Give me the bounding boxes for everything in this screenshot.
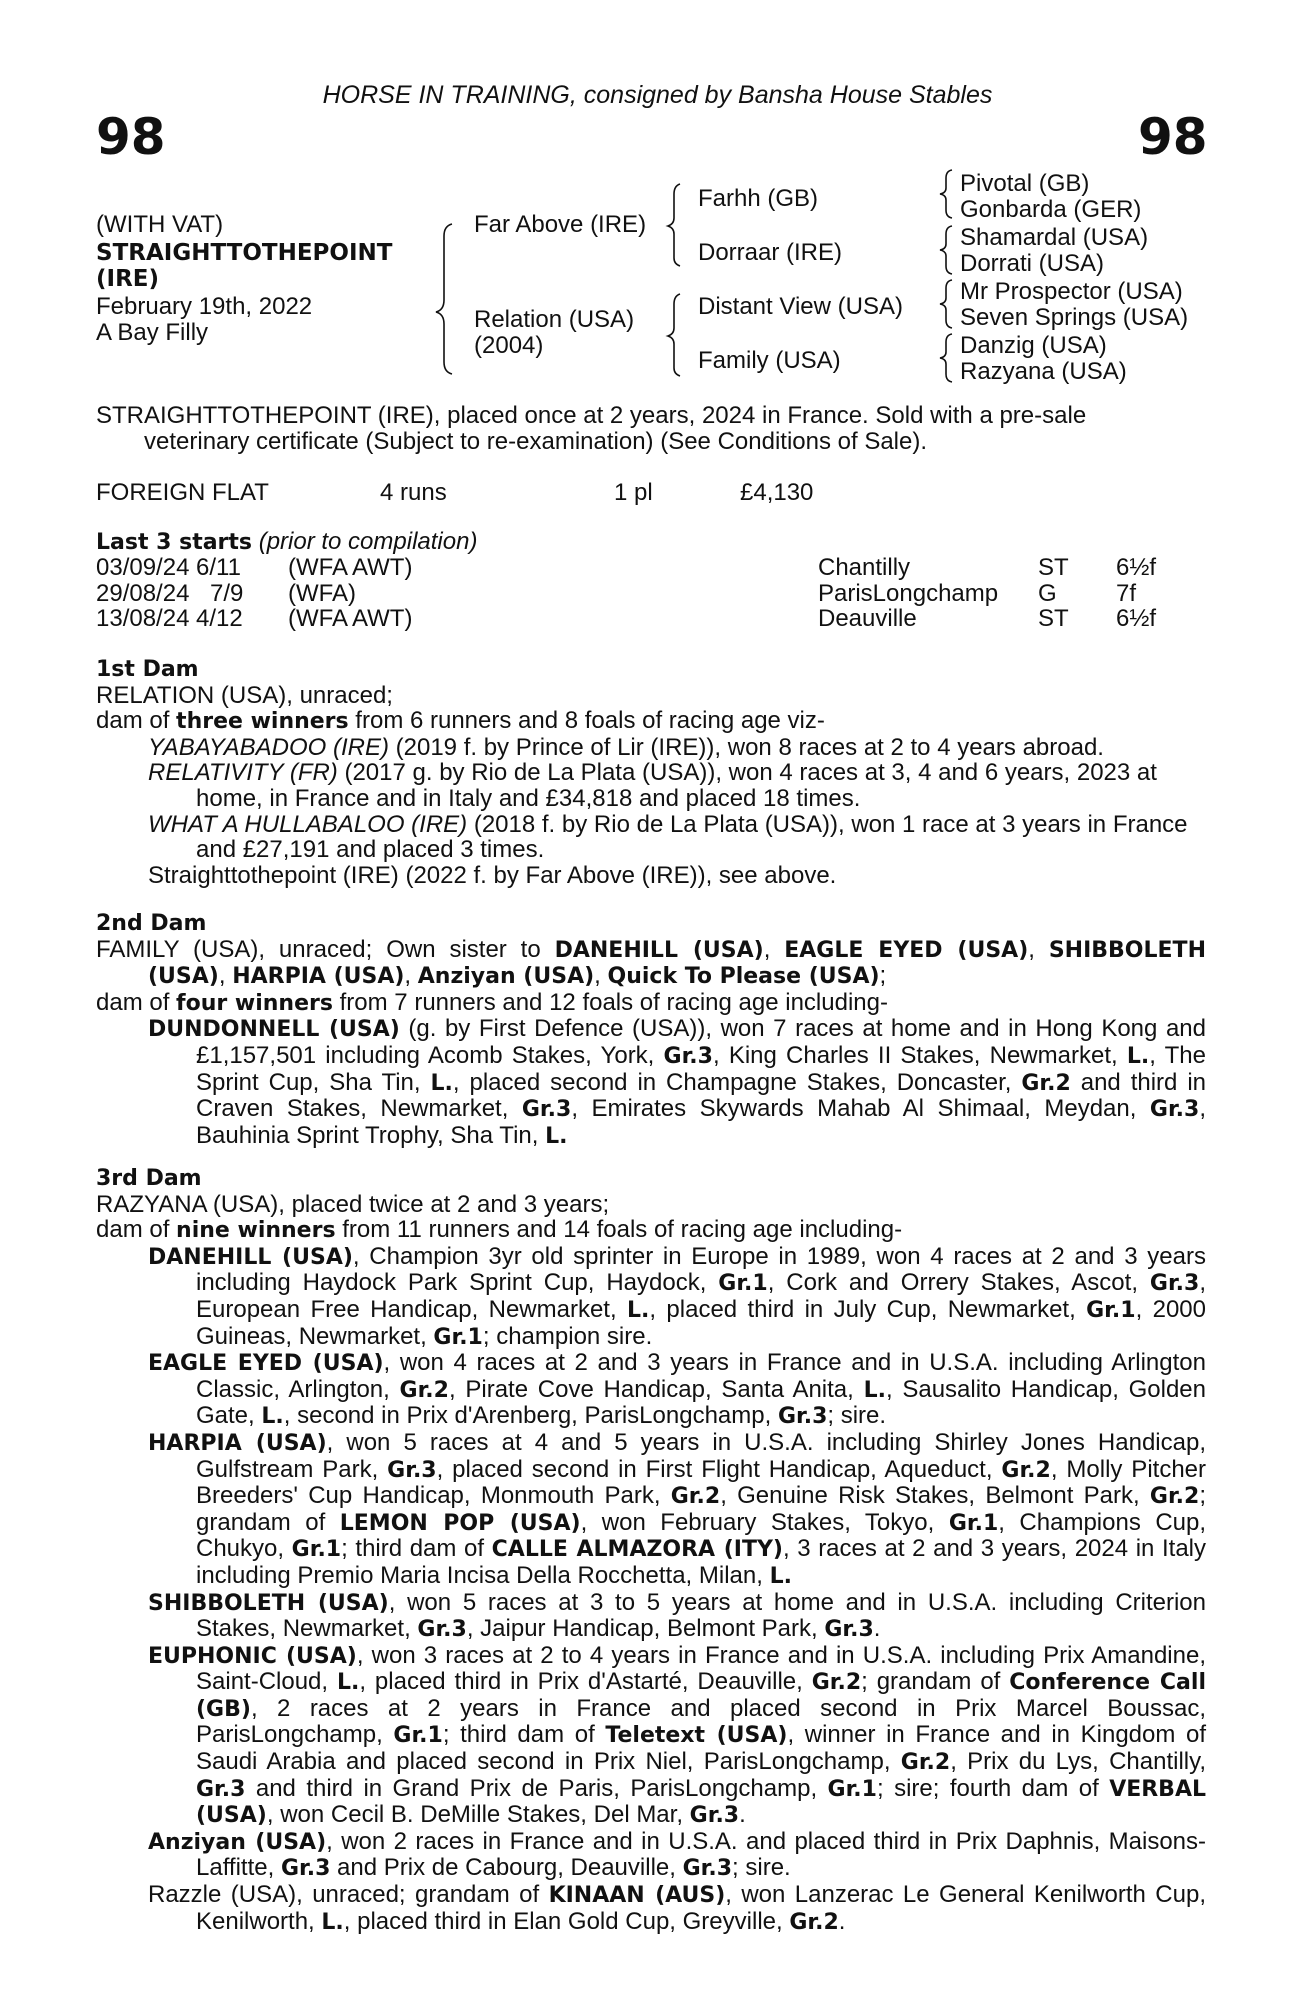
progeny-entry: EAGLE EYED (USA), won 4 races at 2 and 3 years in France and in U.S.A. including Arlington Classic, Arlington, Gr.2, Pirate Cove Handicap, Santa Anita, L., Sausalito Handicap, Golden Gate, L., second in Prix d'Arenberg, ParisLongchamp, Gr.3; sire. (148, 1349, 1206, 1430)
start-date: 03/09/24 (96, 554, 190, 581)
progeny-entry: YABAYABADOO (IRE) (2019 f. by Prince of Lir (IRE)), won 8 races at 2 to 4 years abroad. (148, 733, 1104, 761)
progeny-entry: WHAT A HULLABALOO (IRE) (2018 f. by Rio de La Plata (USA)), won 1 race at 3 years in France and £27,191 and placed 3 times. (148, 810, 1188, 864)
brace-g2 (940, 226, 952, 274)
progeny-entry: Straighttothepoint (IRE) (2022 f. by Far Above (IRE)), see above. (148, 861, 837, 889)
ancestor-8: Razyana (USA) (960, 358, 1127, 385)
ancestor-7: Danzig (USA) (960, 332, 1107, 359)
start-race: (WFA AWT) (288, 554, 413, 581)
start-pos: 4/12 (196, 605, 243, 633)
brace-g4 (940, 334, 952, 382)
start-date: 13/08/24 (96, 605, 190, 633)
ancestor-3: Shamardal (USA) (960, 224, 1149, 251)
second-dam-line: FAMILY (USA), unraced; Own sister to DANEHILL (USA), EAGLE EYED (USA), SHIBBOLETH (USA), HARPIA (USA), Anziyan (USA), Quick To Please (USA); (96, 935, 1206, 990)
start-race: (WFA) (288, 579, 356, 607)
record-earnings: £4,130 (740, 479, 814, 506)
ancestor-6: Seven Springs (USA) (960, 304, 1189, 331)
third-dam-title: 3rd Dam (96, 1166, 202, 1191)
start-going: ST (1038, 605, 1069, 633)
progeny-entry: DUNDONNELL (USA) (g. by First Defence (USA)), won 7 races at home and in Hong Kong and £1,157,501 including Acomb Stakes, York, Gr.3, King Charles II Stakes, Newmarket, L., The Sprint Cup, Sha Tin, L., placed second in Champagne Stakes, Doncaster, Gr.2 and third in Craven Stakes, Newmarket, Gr.3, Emirates Skywards Mahab Al Shimaal, Meydan, Gr.3, Bauhinia Sprint Trophy, Sha Tin, L. (148, 1015, 1207, 1149)
ancestor-2: Gonbarda (GER) (960, 196, 1142, 223)
record-runs: 4 runs (380, 479, 447, 506)
first-dam-title: 1st Dam (96, 657, 199, 682)
foaling-date: February 19th, 2022 (96, 293, 313, 320)
second-dam-title: 2nd Dam (96, 911, 207, 936)
start-course: Chantilly (818, 554, 911, 581)
last-starts-heading (96, 529, 477, 556)
dam-name: Relation (USA) (474, 306, 635, 333)
start-date: 29/08/24 (96, 579, 190, 607)
lot-number-right: 98 (1138, 108, 1208, 166)
start-pos: 6/11 (196, 554, 241, 581)
last-starts-title: Last 3 starts (96, 530, 253, 555)
start-going: ST (1038, 554, 1069, 581)
third-dam-section (96, 1166, 1206, 1935)
first-dam-section (96, 657, 1206, 888)
catalogue-header: HORSE IN TRAINING, consigned by Bansha House Stables (322, 81, 993, 109)
ancestor-5: Mr Prospector (USA) (960, 278, 1183, 305)
start-dist: 6½f (1116, 554, 1157, 581)
third-dam-produce: dam of nine winners from 11 runners and 14 foals of racing age including- (96, 1216, 903, 1244)
progeny-entry: DANEHILL (USA), Champion 3yr old sprinter in Europe in 1989, won 4 races at 2 and 3 years including Haydock Park Sprint Cup, Haydock, Gr.1, Cork and Orrery Stakes, Ascot, Gr.3, European Free Handicap, Newmarket, L., placed third in July Cup, Newmarket, Gr.1, 2000 Guineas, Newmarket, Gr.1; champion sire. (148, 1242, 1206, 1350)
third-dam-line: RAZYANA (USA), placed twice at 2 and 3 years; (96, 1190, 610, 1218)
horse-description: A Bay Filly (96, 319, 209, 346)
second-dam-section (96, 911, 1206, 1149)
brace-g3 (940, 280, 952, 328)
first-dam-produce: dam of three winners from 6 runners and 8 foals of racing age viz- (96, 707, 825, 735)
last-starts-note: (prior to compilation) (258, 528, 478, 555)
ancestor-4: Dorrati (USA) (960, 250, 1105, 277)
horse-name-suffix: (IRE) (96, 266, 160, 292)
summary-line-1: STRAIGHTTOTHEPOINT (IRE), placed once at 2 years, 2024 in France. Sold with a pre-sale (96, 402, 1087, 429)
sire-name: Far Above (IRE) (474, 211, 647, 238)
brace-dam (668, 294, 680, 376)
lot-number-left: 98 (96, 108, 166, 166)
brace-main (436, 224, 452, 374)
second-dam-produce: dam of four winners from 7 runners and 12 foals of racing age including- (96, 988, 888, 1016)
start-course: ParisLongchamp (818, 579, 999, 607)
start-course: Deauville (818, 605, 917, 633)
vat-label: (WITH VAT) (96, 211, 224, 238)
dam-year: (2004) (474, 332, 544, 359)
horse-name: STRAIGHTTOTHEPOINT (96, 240, 393, 266)
sire-dam: Dorraar (IRE) (698, 239, 843, 266)
progeny-entry: Anziyan (USA), won 2 races in France and in U.S.A. and placed third in Prix Daphnis, Maisons-Laffitte, Gr.3 and Prix de Cabourg, Deauville, Gr.3; sire. (148, 1827, 1207, 1882)
dam-dam: Family (USA) (698, 347, 841, 374)
sire-sire: Farhh (GB) (698, 185, 819, 212)
progeny-entry: Razzle (USA), unraced; grandam of KINAAN (AUS), won Lanzerac Le General Kenilworth Cup, Kenilworth, L., placed third in Elan Gold Cup, Greyville, Gr.2. (148, 1881, 1207, 1935)
start-pos: 7/9 (210, 579, 244, 607)
progeny-entry: RELATIVITY (FR) (2017 g. by Rio de La Plata (USA)), won 4 races at 3, 4 and 6 years, 2023 at home, in France and in Italy and £34,818 and placed 18 times. (148, 759, 1157, 812)
summary-line-2: veterinary certificate (Subject to re-examination) (See Conditions of Sale). (144, 428, 928, 455)
dam-sire: Distant View (USA) (698, 293, 903, 320)
progeny-entry: SHIBBOLETH (USA), won 5 races at 3 to 5 years at home and in U.S.A. including Criterion Stakes, Newmarket, Gr.3, Jaipur Handicap, Belmont Park, Gr.3. (148, 1588, 1207, 1643)
progeny-entry: EUPHONIC (USA), won 3 races at 2 to 4 years in France and in U.S.A. including Prix Amandine, Saint-Cloud, L., placed third in Prix d'Astarté, Deauville, Gr.2; grandam of Conference Call (GB), 2 races at 2 years in France and placed second in Prix Marcel Boussac, ParisLongchamp, Gr.1; third dam of Teletext (USA), winner in France and in Kingdom of Saudi Arabia and placed second in Prix Niel, ParisLongchamp, Gr.2, Prix du Lys, Chantilly, Gr.3 and third in Grand Prix de Paris, ParisLongchamp, Gr.1; sire; fourth dam of VERBAL (USA), won Cecil B. DeMille Stakes, Del Mar, Gr.3. (148, 1641, 1207, 1829)
start-dist: 7f (1116, 579, 1137, 607)
record-label: FOREIGN FLAT (96, 479, 269, 506)
first-dam-line: RELATION (USA), unraced; (96, 681, 393, 709)
start-dist: 6½f (1116, 605, 1157, 633)
start-race: (WFA AWT) (288, 605, 413, 633)
brace-sire (668, 184, 680, 266)
brace-g1 (940, 170, 952, 218)
start-going: G (1038, 579, 1057, 607)
record-placed: 1 pl (614, 479, 653, 506)
progeny-entry: HARPIA (USA), won 5 races at 4 and 5 years in U.S.A. including Shirley Jones Handicap, Gulfstream Park, Gr.3, placed second in First Flight Handicap, Aqueduct, Gr.2, Molly Pitcher Breeders' Cup Handicap, Monmouth Park, Gr.2, Genuine Risk Stakes, Belmont Park, Gr.2; grandam of LEMON POP (USA), won February Stakes, Tokyo, Gr.1, Champions Cup, Chukyo, Gr.1; third dam of CALLE ALMAZORA (ITY), 3 races at 2 and 3 years, 2024 in Italy including Premio Maria Incisa Della Rocchetta, Milan, L. (148, 1428, 1207, 1589)
ancestor-1: Pivotal (GB) (960, 170, 1090, 197)
